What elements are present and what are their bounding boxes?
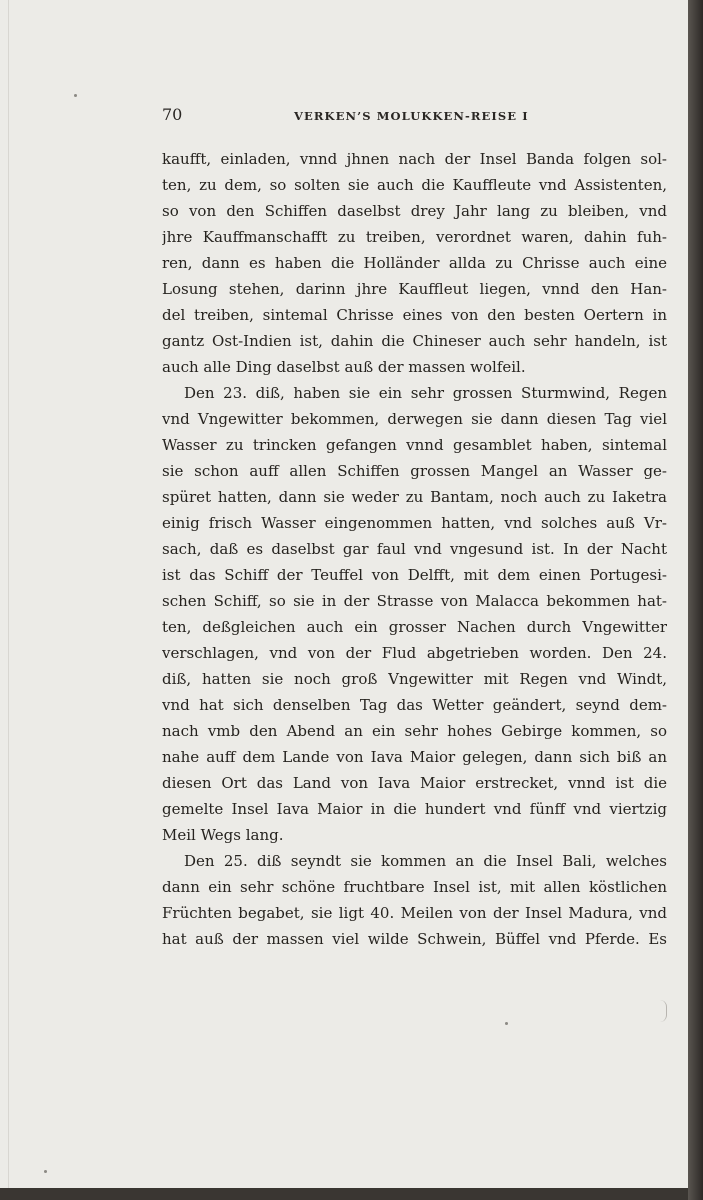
text-line: kaufft, einladen, vnnd jhnen nach der Insel Banda folgen sol- [162, 150, 667, 168]
page-gutter-line [8, 0, 9, 1200]
text-line: ist das Schiff der Teuffel von Delfft, mit dem einen Portugesi- [162, 566, 667, 584]
text-line: schen Schiff, so sie in der Strasse von Malacca bekommen hat- [162, 592, 667, 610]
margin-mark [660, 1000, 667, 1022]
text-line: hat auß der massen viel wilde Schwein, Büffel vnd Pferde. Es [162, 930, 667, 948]
text-line: gemelte Insel Iava Maior in die hundert vnd fünff vnd viertzig [162, 800, 667, 818]
text-line: diß, hatten sie noch groß Vngewitter mit Regen vnd Windt, [162, 670, 667, 688]
text-line: Früchten begabet, sie ligt 40. Meilen von der Insel Madura, vnd [162, 904, 667, 922]
text-line: spüret hatten, dann sie weder zu Bantam, noch auch zu Iaketra [162, 488, 667, 506]
text-line: nahe auff dem Lande von Iava Maior gelegen, dann sich biß an [162, 748, 667, 766]
text-line: auch alle Ding daselbst auß der massen wolfeil. [162, 358, 526, 376]
text-line: verschlagen, vnd von der Flud abgetrieben worden. Den 24. [162, 644, 667, 662]
text-line: nach vmb den Abend an ein sehr hohes Gebirge kommen, so [162, 722, 667, 740]
page-header [162, 104, 667, 126]
bottom-shadow [0, 1188, 688, 1200]
text-line: Den 23. diß, haben sie ein sehr grossen Sturmwind, Regen [184, 384, 667, 402]
text-line: vnd Vngewitter bekommen, derwegen sie dann diesen Tag viel [162, 410, 667, 428]
text-line: gantz Ost-Indien ist, dahin die Chineser auch sehr handeln, ist [162, 332, 667, 350]
text-line: diesen Ort das Land von Iava Maior erstrecket, vnnd ist die [162, 774, 667, 792]
text-line: jhre Kauffmanschafft zu treiben, verordnet waren, dahin fuh- [162, 228, 667, 246]
paper-speck [74, 94, 77, 97]
text-line: Meil Wegs lang. [162, 826, 284, 844]
text-line: sach, daß es daselbst gar faul vnd vngesund ist. In der Nacht [162, 540, 667, 558]
page-number: 70 [162, 105, 183, 124]
text-line: ten, zu dem, so solten sie auch die Kauffleute vnd Assistenten, [162, 176, 667, 194]
paper-speck [44, 1170, 47, 1173]
running-title: VERKEN’S MOLUKKEN-REISE I [294, 109, 529, 123]
text-line: sie schon auff allen Schiffen grossen Mangel an Wasser ge- [162, 462, 667, 480]
text-line: del treiben, sintemal Chrisse eines von den besten Oertern in [162, 306, 667, 324]
text-line: so von den Schiffen daselbst drey Jahr lang zu bleiben, vnd [162, 202, 667, 220]
body-text [162, 146, 667, 952]
page-edge-shadow [688, 0, 703, 1200]
text-line: Losung stehen, darinn jhre Kauffleut liegen, vnnd den Han- [162, 280, 667, 298]
text-line: ren, dann es haben die Holländer allda zu Chrisse auch eine [162, 254, 667, 272]
paragraph [162, 848, 667, 952]
text-line: dann ein sehr schöne fruchtbare Insel ist, mit allen köstlichen [162, 878, 667, 896]
text-line: Den 25. diß seyndt sie kommen an die Insel Bali, welches [184, 852, 667, 870]
text-line: einig frisch Wasser eingenommen hatten, vnd solches auß Vr- [162, 514, 667, 532]
paragraph [162, 146, 667, 380]
text-line: Wasser zu trincken gefangen vnnd gesamblet haben, sintemal [162, 436, 667, 454]
text-line: vnd hat sich denselben Tag das Wetter geändert, seynd dem- [162, 696, 667, 714]
paper-speck [505, 1022, 508, 1025]
paragraph [162, 380, 667, 848]
text-line: ten, deßgleichen auch ein grosser Nachen durch Vngewitter [162, 618, 667, 636]
